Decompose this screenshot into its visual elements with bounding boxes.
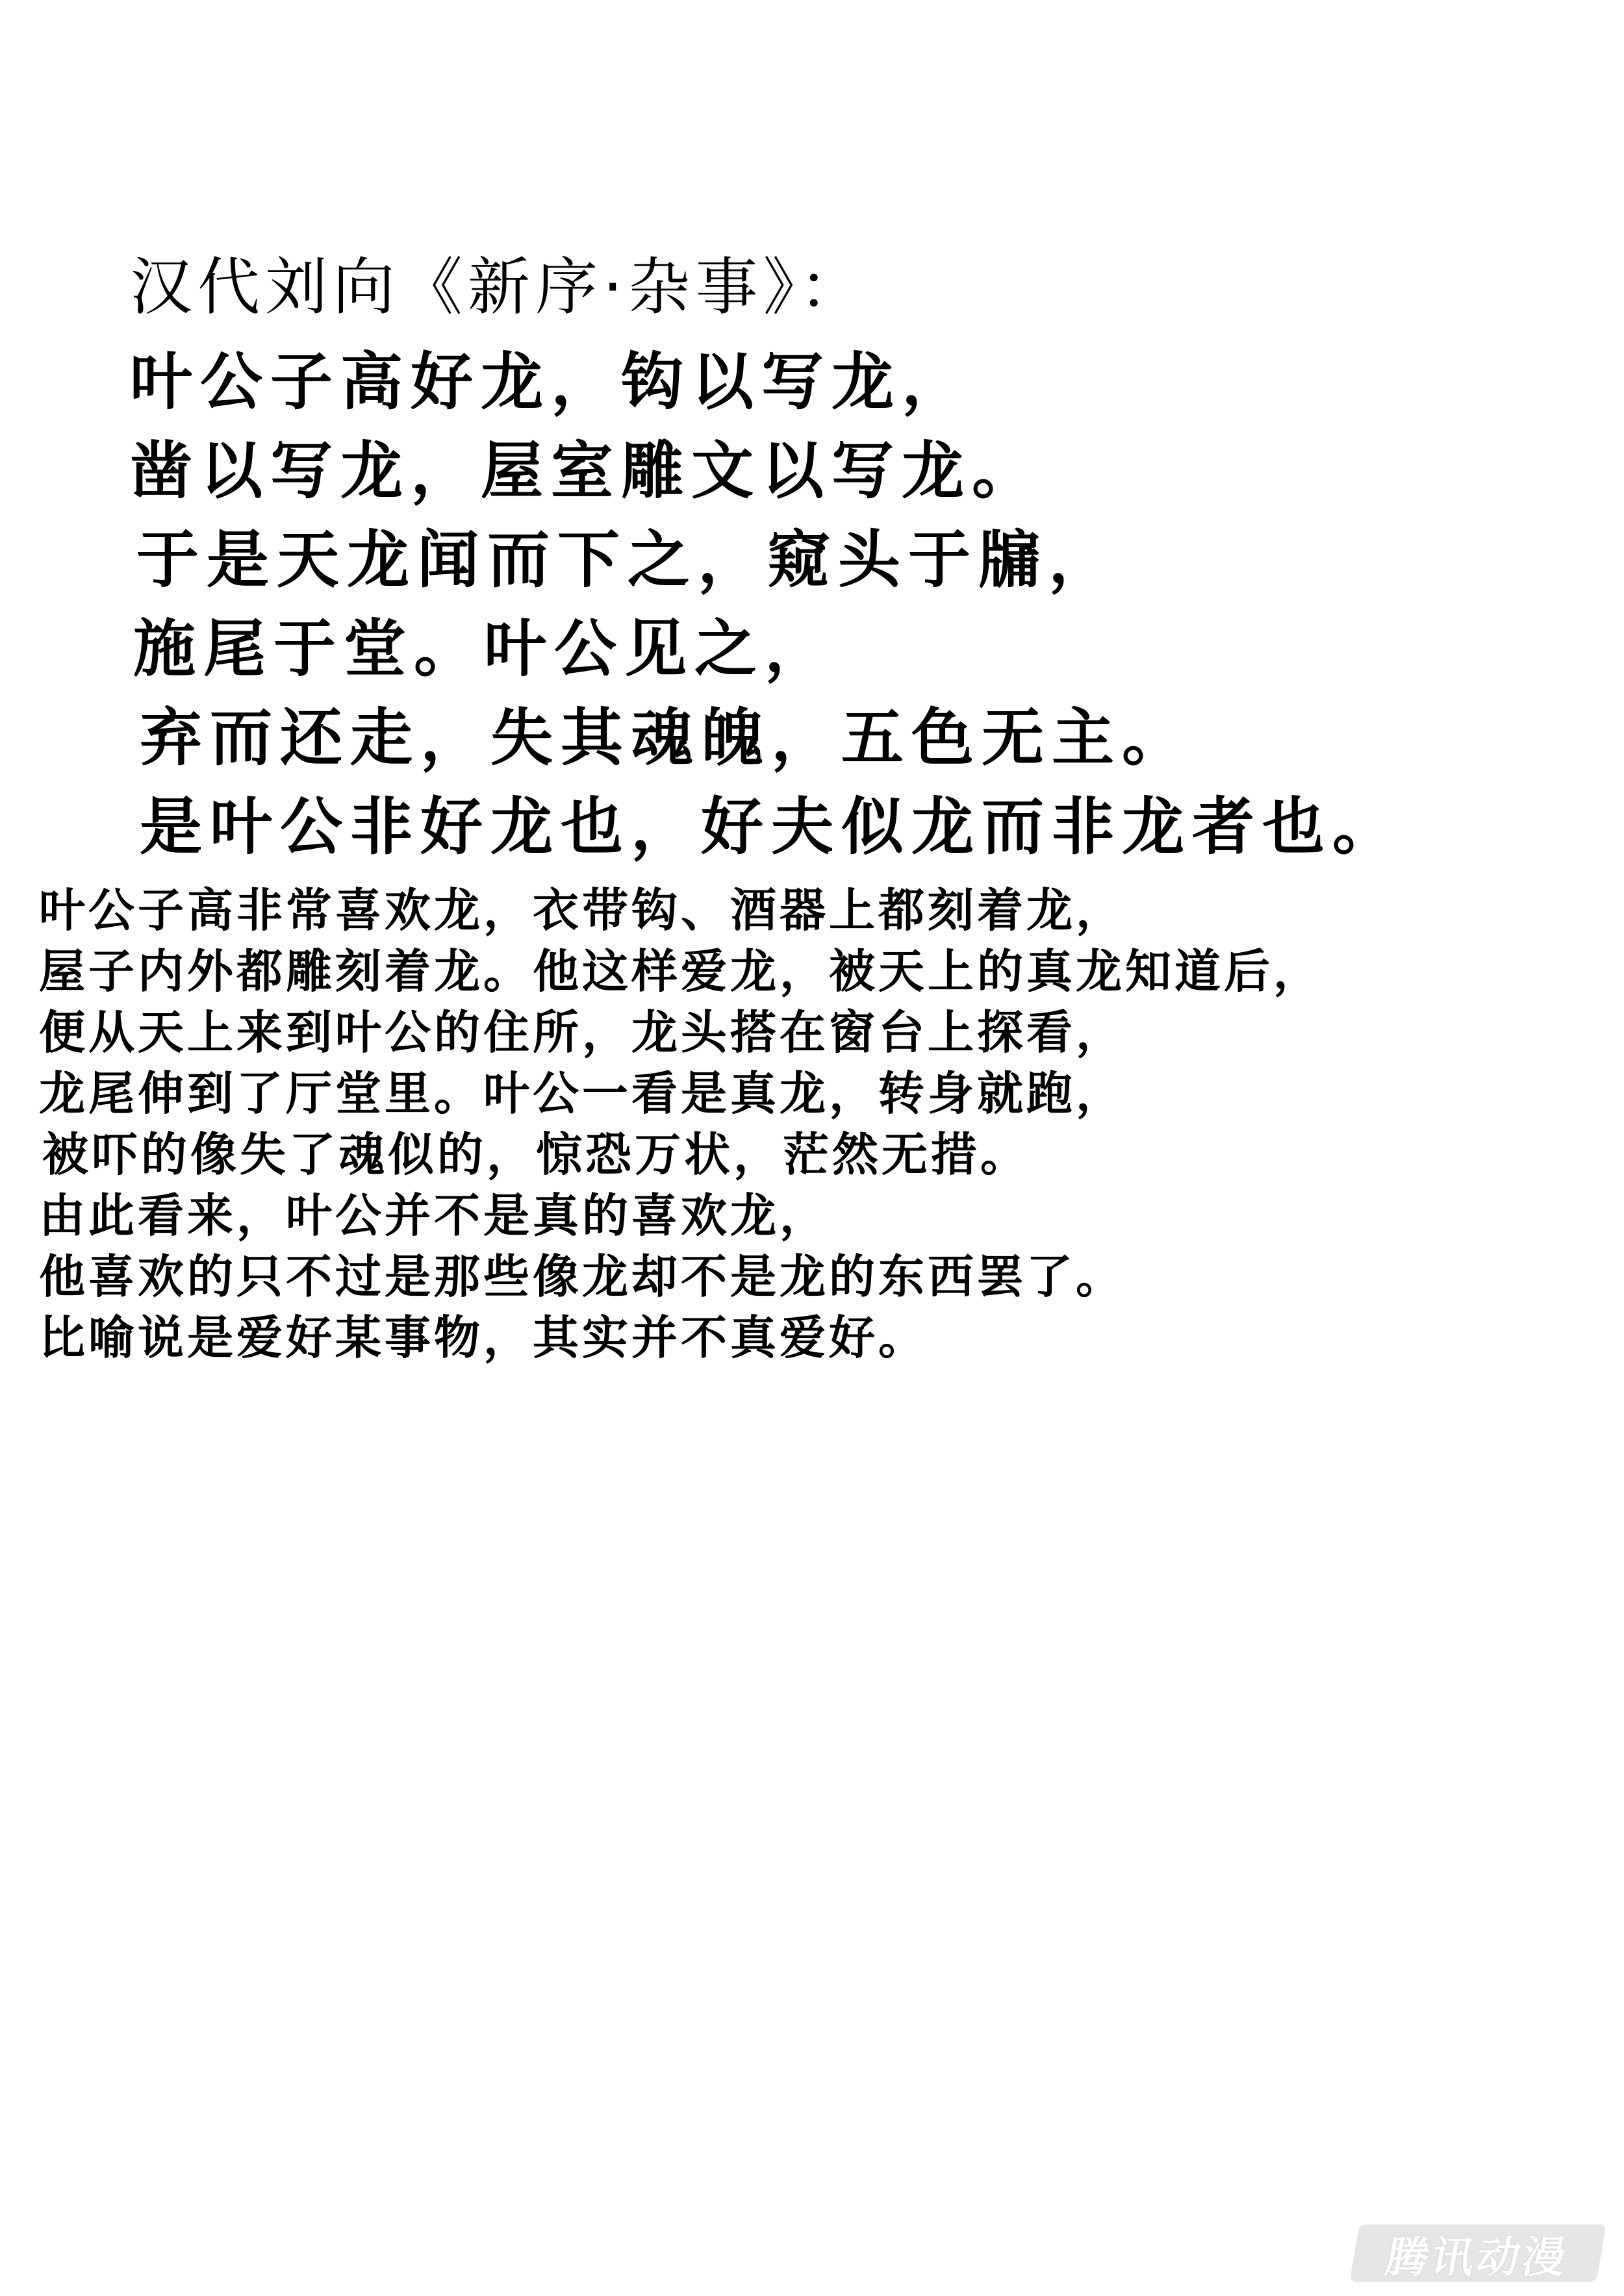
translation-line: 便从天上来到叶公的住所，龙头搭在窗台上探看，: [39, 1005, 1126, 1059]
translation-line: 比喻说是爱好某事物，其实并不真爱好。: [39, 1311, 928, 1365]
translation-text: [39, 880, 1323, 1369]
classical-text: [130, 338, 1402, 872]
translation-line: 他喜欢的只不过是那些像龙却不是龙的东西罢了。: [39, 1250, 1126, 1304]
classical-line: 弃而还走，失其魂魄，五色无主。: [140, 701, 1192, 774]
source-heading: 汉代刘向《新序·杂事》：: [130, 251, 867, 324]
classical-line: 是叶公非好龙也，好夫似龙而非龙者也。: [140, 790, 1402, 863]
translation-line: 被吓的像失了魂似的，惊恐万状，茫然无措。: [42, 1128, 1030, 1181]
classical-line: 施尾于堂。叶公见之，: [133, 612, 835, 685]
translation-line: 龙尾伸到了厅堂里。叶公一看是真龙，转身就跑，: [39, 1066, 1126, 1120]
translation-line: 屋子内外都雕刻着龙。他这样爱龙，被天上的真龙知道后，: [39, 944, 1323, 998]
watermark-text: 腾讯动漫: [1382, 2232, 1573, 2282]
classical-line: 凿以写龙，屋室雕文以写龙。: [130, 435, 1042, 507]
classical-line: 于是天龙闻而下之，窥头于牖，: [136, 524, 1119, 596]
classical-line: 叶公子高好龙，钩以写龙，: [130, 346, 972, 418]
watermark-logo: [1349, 2225, 1606, 2282]
translation-line: 由此看来，叶公并不是真的喜欢龙，: [39, 1189, 830, 1243]
translation-line: 叶公子高非常喜欢龙，衣带钩、酒器上都刻着龙，: [39, 883, 1126, 937]
